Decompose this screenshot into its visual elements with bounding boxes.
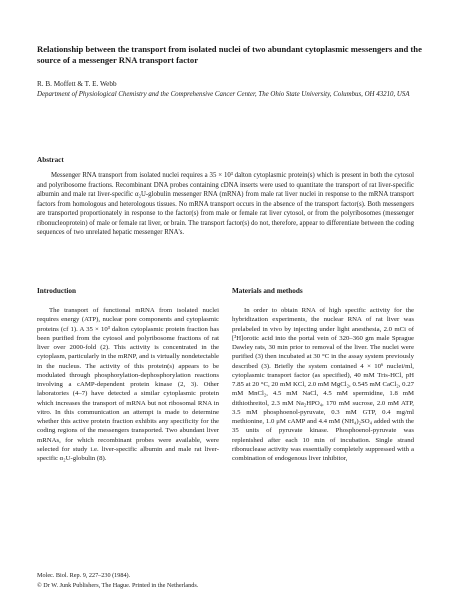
publisher-notice: © Dr W. Junk Publishers, The Hague. Printed in the Netherlands.	[37, 582, 199, 589]
affiliation: Department of Physiological Chemistry and the Comprehensive Cancer Center, The Ohio State University, Columbus, OH 43210, USA	[37, 91, 410, 98]
methods-text: In order to obtain RNA of high specific activity for the hybridization experiments, the nuclear RNA of rat liver was prelabeled in vivo by injecting under light anesthesia, 2.0 mCi of [³H]orotic acid into the portal vein of 320–360 gm male Sprague Dawley rats, 30 min prior to removal of the liver. The nuclei were purified (3) then incubated at 30 °C in the assay system previously described (3). Briefly the system contained 4 × 10⁶ nuclei/ml, cytoplasmic transport factor (as specified), 40 mM Tris-HCl, pH 7.85 at 20 °C, 20 mM KCl, 2.0 mM MgCl₂, 0.545 mM CaCl₂, 0.27 mM MnCl₂, 4.5 mM NaCl, 4.5 mM spermidine, 1.8 mM dithiothreitol, 2.3 mM Na₂HPO₄, 170 mM sucrose, 2.0 mM ATP, 3.5 mM phosphoenol-pyruvate, 0.3 mM GTP, 0.4 mg/ml methionine, 1.0 μM cAMP and 4.4 mM (NH₄)₂SO₄ added with the 35 units of pyruvate kinase. Phosphoenol-pyruvate was replenished after each 10 min of incubation. Single strand ribonuclease activity was essentially completely suppressed with a combination of endogenous liver inhibitor,	[232, 307, 414, 462]
footer	[37, 571, 287, 591]
abstract-heading: Abstract	[37, 156, 64, 164]
introduction-heading: Introduction	[37, 287, 77, 295]
authors: R. B. Moffett & T. E. Webb	[37, 80, 117, 88]
methods-heading: Materials and methods	[232, 287, 303, 295]
article-title: Relationship between the transport from isolated nuclei of two abundant cytoplasmic messengers and the source of a messenger RNA transport factor	[37, 44, 422, 65]
abstract-text: Messenger RNA transport from isolated nuclei requires a 35 × 10³ dalton cytoplasmic protein(s) which is present in both the cytosol and polyribosome fractions. Recombinant DNA probes containing cDNA inserts were used to quantitate the transport of rat liver-specific albumin and male rat liver-specific α₂U-globulin messenger RNA (mRNA) from male rat liver nuclei in response to the mRNA transport factors from homologous and heterologous tissues. No mRNA transport occurs in the absence of the transport factor(s). Both messengers are transported proportionately in response to the factor(s) from male or female rat liver cytosol, or from the polyribosomes (messenger ribonucleoprotein) of male or female rat liver, or brain. The transport factor(s) do not, therefore, appear to differentiate between the coding sequences of two unrelated hepatic messenger RNA's.	[37, 172, 414, 236]
introduction-text: The transport of functional mRNA from isolated nuclei requires energy (ATP), nuclear pore components and cytoplasmic proteins (cf 1). A 35 × 10³ dalton cytoplasmic protein fraction has been purified from the cytosol and polyribosome fractions of rat liver over 2000-fold (2). This activity is concentrated in the cytoplasm, particularly in the mRNP, and is virtually nondetectable in the nucleus. The activity of this protein(s) appears to be modulated through phosphorylation-dephosphorylation reactions involving a cAMP-dependent protein kinase (2, 3). Other laboratories (4–7) have detected a similar cytoplasmic protein which increases the transport of mRNA but not ribosomal RNA in vitro. In this communication an attempt is made to determine whether this active protein fraction exhibits any specificity for the coding regions of the messengers transported. Two abundant liver mRNAs, for which recombinant probes were available, were selected for study i.e. liver-specific albumin and male rat liver-specific α₂U-globulin (8).	[37, 307, 219, 462]
journal-citation: Molec. Biol. Rep. 9, 227–230 (1984).	[37, 572, 131, 579]
